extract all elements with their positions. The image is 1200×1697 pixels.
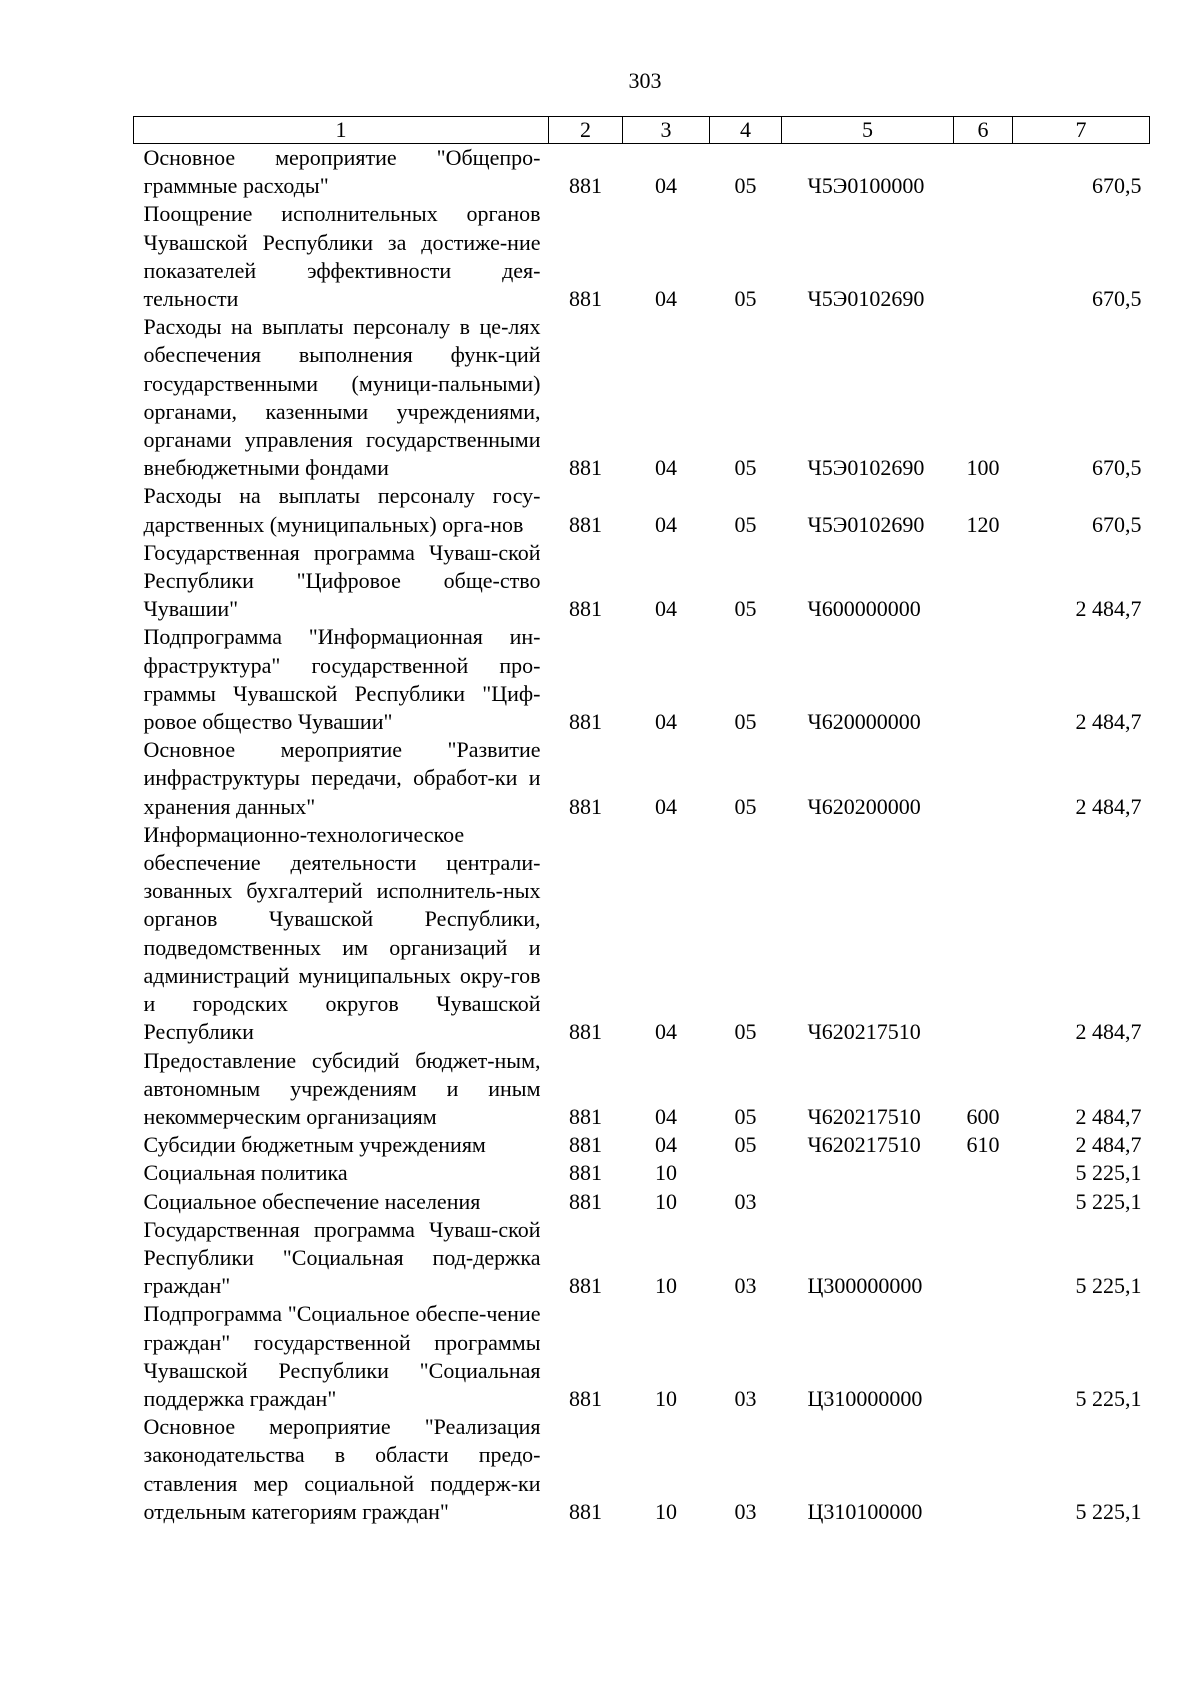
cell-ministry-code: 881 (569, 793, 602, 819)
cell-section-code: 04 (655, 1019, 677, 1045)
cell-target-code: Ч600000000 (807, 596, 921, 622)
cell-section-code: 10 (655, 1188, 677, 1214)
cell-amount: 670,5 (1092, 286, 1142, 312)
cell-amount: 670,5 (1092, 455, 1142, 481)
cell-section-code: 10 (655, 1385, 677, 1411)
table-row (134, 482, 1150, 538)
cell-ministry-code: 881 (569, 1273, 602, 1299)
cell-amount: 2 484,7 (1075, 793, 1142, 819)
cell-subsection-code: 05 (734, 455, 757, 481)
cell-description: Поощрение исполнительных органов Чувашской Республики за достиже-ние показателей эффективности дея-тельности (143, 201, 541, 312)
cell-subsection-code: 05 (734, 286, 757, 312)
cell-subsection-code: 03 (734, 1385, 757, 1411)
table-row (134, 1047, 1150, 1132)
cell-expense-type-code (954, 200, 1013, 313)
cell-amount: 670,5 (1092, 173, 1142, 199)
cell-target-code: Ч5Э0102690 (807, 286, 925, 312)
cell-amount: 5 225,1 (1075, 1498, 1142, 1524)
cell-target-code: Ц310000000 (807, 1385, 923, 1411)
table-header (134, 117, 1150, 144)
cell-target-code: Ч5Э0102690 (807, 455, 925, 481)
cell-ministry-code: 881 (569, 1160, 602, 1186)
cell-description: Информационно-технологическое обеспечение деятельности централи-зованных бухгалтерий исполнитель-ных органов Чувашской Республики, подведомственных им организаций и администраций муниципальных окру-гов и городских округов Чувашской Республики (143, 821, 541, 1045)
cell-section-code: 04 (655, 1132, 677, 1158)
header-cell-5: 5 (782, 117, 954, 144)
cell-subsection-code: 05 (734, 1019, 757, 1045)
cell-description: Подпрограмма "Социальное обеспе-чение граждан" государственной программы Чувашской Республики "Социальная поддержка граждан" (143, 1301, 541, 1411)
table-row (134, 1188, 1150, 1216)
cell-ministry-code: 881 (569, 286, 602, 312)
cell-target-code (782, 1188, 954, 1216)
table-row (134, 1216, 1150, 1301)
table-row (134, 313, 1150, 482)
cell-amount: 2 484,7 (1075, 596, 1142, 622)
header-cell-1: 1 (134, 117, 549, 144)
cell-description: Основное мероприятие "Развитие инфраструктуры передачи, обработ-ки и хранения данных" (143, 737, 541, 819)
header-cell-6: 6 (954, 117, 1013, 144)
cell-expense-type-code (954, 1159, 1013, 1187)
cell-ministry-code: 881 (569, 1019, 602, 1045)
cell-description: Субсидии бюджетным учреждениям (143, 1132, 486, 1158)
cell-section-code: 10 (655, 1498, 677, 1524)
cell-ministry-code: 881 (569, 1385, 602, 1411)
cell-description: Государственная программа Чуваш-ской Республики "Социальная под-держка граждан" (143, 1216, 541, 1299)
header-cell-2: 2 (549, 117, 623, 144)
cell-expense-type-code (954, 1216, 1013, 1301)
cell-description: Основное мероприятие "Общепро-граммные расходы" (143, 145, 541, 199)
cell-subsection-code: 05 (734, 1132, 757, 1158)
table-row (134, 1413, 1150, 1526)
cell-description: Социальная политика (143, 1160, 348, 1186)
cell-subsection-code: 05 (734, 173, 757, 199)
table-row (134, 736, 1150, 821)
header-cell-4: 4 (710, 117, 782, 144)
cell-description: Социальное обеспечение населения (143, 1188, 481, 1214)
cell-subsection-code: 03 (734, 1273, 757, 1299)
table-row (134, 200, 1150, 313)
cell-description: Расходы на выплаты персоналу госу-дарственных (муниципальных) орга-нов (143, 483, 541, 537)
cell-expense-type-code: 610 (966, 1132, 1000, 1158)
cell-expense-type-code: 100 (966, 455, 1000, 481)
table-body (134, 144, 1150, 1526)
cell-section-code: 10 (655, 1273, 677, 1299)
cell-target-code: Ч620000000 (807, 709, 921, 735)
cell-expense-type-code (954, 623, 1013, 736)
cell-ministry-code: 881 (569, 511, 602, 537)
cell-section-code: 10 (655, 1160, 677, 1186)
cell-section-code: 04 (655, 793, 677, 819)
cell-subsection-code (710, 1159, 782, 1187)
cell-expense-type-code: 120 (966, 511, 1000, 537)
cell-amount: 5 225,1 (1075, 1385, 1142, 1411)
cell-ministry-code: 881 (569, 596, 602, 622)
cell-section-code: 04 (655, 286, 677, 312)
cell-subsection-code: 05 (734, 709, 757, 735)
cell-target-code: Ч620200000 (807, 793, 921, 819)
cell-description: Расходы на выплаты персоналу в це-лях обеспечения выполнения функ-ций государственными (муници-пальными) органами, казенными учреждениями, органами управления государственными внебюджетными фондами (143, 314, 541, 481)
table-row (134, 1131, 1150, 1159)
cell-target-code: Ц310100000 (807, 1498, 923, 1524)
table-row (134, 1300, 1150, 1413)
cell-subsection-code: 05 (734, 793, 757, 819)
page-number: 303 (628, 68, 662, 93)
cell-amount: 670,5 (1092, 511, 1142, 537)
budget-table (133, 116, 1150, 1526)
cell-section-code: 04 (655, 455, 677, 481)
cell-expense-type-code (954, 1188, 1013, 1216)
cell-target-code (782, 1159, 954, 1187)
header-cell-7: 7 (1013, 117, 1150, 144)
cell-amount: 2 484,7 (1075, 1103, 1142, 1129)
cell-amount: 5 225,1 (1075, 1188, 1142, 1214)
cell-ministry-code: 881 (569, 173, 602, 199)
cell-ministry-code: 881 (569, 1103, 602, 1129)
cell-target-code: Ц300000000 (807, 1273, 923, 1299)
cell-amount: 2 484,7 (1075, 1019, 1142, 1045)
cell-expense-type-code (954, 736, 1013, 821)
cell-section-code: 04 (655, 596, 677, 622)
cell-section-code: 04 (655, 511, 677, 537)
header-cell-3: 3 (623, 117, 710, 144)
cell-target-code: Ч620217510 (807, 1132, 921, 1158)
table-row (134, 144, 1150, 201)
cell-amount: 2 484,7 (1075, 1132, 1142, 1158)
cell-expense-type-code (954, 1300, 1013, 1413)
cell-amount: 5 225,1 (1075, 1273, 1142, 1299)
cell-ministry-code: 881 (569, 1498, 602, 1524)
table-row (134, 821, 1150, 1047)
table-row (134, 539, 1150, 624)
cell-target-code: Ч5Э0100000 (807, 173, 925, 199)
cell-expense-type-code (954, 539, 1013, 624)
cell-section-code: 04 (655, 173, 677, 199)
table-row (134, 1159, 1150, 1187)
cell-section-code: 04 (655, 709, 677, 735)
cell-subsection-code: 05 (734, 1103, 757, 1129)
cell-description: Основное мероприятие "Реализация законодательства в области предо-ставления мер социальной поддерж-ки отдельным категориям граждан" (143, 1414, 541, 1524)
cell-amount: 2 484,7 (1075, 709, 1142, 735)
cell-description: Государственная программа Чуваш-ской Республики "Цифровое обще-ство Чувашии" (143, 539, 541, 622)
cell-ministry-code: 881 (569, 709, 602, 735)
cell-ministry-code: 881 (569, 455, 602, 481)
header-row (134, 117, 1150, 144)
cell-expense-type-code (954, 144, 1013, 201)
cell-section-code: 04 (655, 1103, 677, 1129)
cell-ministry-code: 881 (569, 1188, 602, 1214)
cell-target-code: Ч620217510 (807, 1019, 921, 1045)
cell-subsection-code: 05 (734, 596, 757, 622)
cell-expense-type-code: 600 (966, 1103, 1000, 1129)
cell-expense-type-code (954, 821, 1013, 1047)
cell-subsection-code: 03 (734, 1188, 757, 1214)
cell-description: Подпрограмма "Информационная ин-фраструктура" государственной про-граммы Чувашской Республики "Циф-ровое общество Чувашии" (143, 624, 541, 735)
table-row (134, 623, 1150, 736)
cell-subsection-code: 05 (734, 511, 757, 537)
cell-ministry-code: 881 (569, 1132, 602, 1158)
cell-subsection-code: 03 (734, 1498, 757, 1524)
cell-expense-type-code (954, 1413, 1013, 1526)
cell-target-code: Ч620217510 (807, 1103, 921, 1129)
cell-description: Предоставление субсидий бюджет-ным, автономным учреждениям и иным некоммерческим организациям (143, 1047, 541, 1129)
cell-amount: 5 225,1 (1075, 1160, 1142, 1186)
cell-target-code: Ч5Э0102690 (807, 511, 925, 537)
